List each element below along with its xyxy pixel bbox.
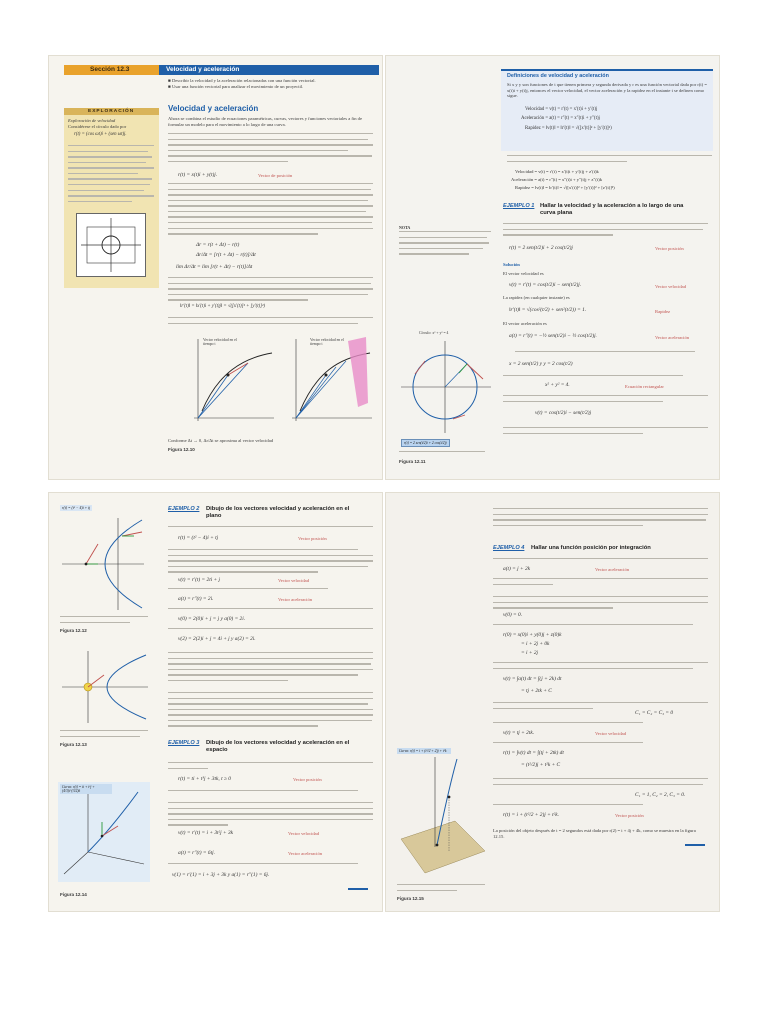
end-mark <box>348 888 368 890</box>
figure-caption-lines <box>399 451 485 457</box>
objective-bullet-2: ■ Usar una función vectorial para analizar el movimiento de un proyectil. <box>168 84 304 89</box>
ex3-acceleration-note: Vector aceleración <box>288 851 323 856</box>
fig2-caption: Figura 12.13 <box>60 742 87 747</box>
circle-figure <box>395 337 495 437</box>
example3-title: Dibujo de los vectores velocidad y aceleración en el espacio <box>206 740 350 753</box>
ex4-lines-4 <box>493 624 693 630</box>
ex4-r-integral-2: = (t²/2)j + t²k + C <box>521 762 561 768</box>
fig-label-left: Vector velocidad en el tiempo t <box>203 338 237 347</box>
fig-r-label: r(t) = 2 sen(t/2)i + 2 cos(t/2)j <box>401 439 450 447</box>
ex4-lines-10 <box>493 804 643 810</box>
ex3-equation: r(t) = ti + t³j + 3tk, t ≥ 0 <box>178 776 231 782</box>
space-speed: Rapidez = ‖v(t)‖ = ‖r′(t)‖ = √([x′(t)]² + [y′(t)]² + [z′(t)]²) <box>515 185 615 190</box>
ex4-r-integral: r(t) = ∫v(t) dt = ∫(tj + 2tk) dt <box>503 750 564 756</box>
ex4-vt-note: Vector velocidad <box>595 731 626 736</box>
ex4-accel: a(t) = j + 2k <box>503 566 531 572</box>
velocity-note: Vector velocidad <box>655 284 686 289</box>
ex4-constants: C₁ = C₂ = C₃ = 0 <box>635 710 674 716</box>
rect-note: Ecuación rectangular <box>625 384 664 389</box>
space-curve-figure <box>58 782 150 882</box>
p4-intro-lines <box>493 508 708 530</box>
ex2-acceleration-note: Vector aceleración <box>278 597 313 602</box>
ex2-lines-6 <box>168 652 373 685</box>
ex2-lines-3 <box>168 588 328 594</box>
exploration-equation: r(t) = (cos ωt)i + (sen ωt)j. <box>74 132 127 137</box>
example1-title: Hallar la velocidad y la aceleración a lo largo de una curva plana <box>540 203 684 216</box>
ex2-lines-2 <box>168 549 373 577</box>
exploration-intro: Considérese el círculo dado por <box>68 124 127 129</box>
speed-note: Rapidez <box>655 309 671 314</box>
rect-intro-lines <box>503 375 683 381</box>
param-intro-lines <box>515 351 695 357</box>
ex4-final: r(t) = i + (t²/2 + 2)j + t²k. <box>503 812 559 818</box>
acc-equation: a(t) = r″(t) = −½ sen(t/2)i − ½ cos(t/2)j. <box>509 333 597 339</box>
rect-equation: x² + y² = 4. <box>545 382 570 388</box>
acc-note: Vector aceleración <box>655 335 690 340</box>
bullet-text-2: Usar una función vectorial para analizar el movimiento de un proyectil. <box>171 84 304 89</box>
definition-title: Definiciones de velocidad y aceleración <box>507 73 609 79</box>
ex4-lines-5 <box>493 662 708 673</box>
ex4-constants-2: C₁ = 1, C₂ = 2, C₃ = 0. <box>635 792 686 798</box>
exploration-figure <box>76 213 146 277</box>
ex2-t2: v(2) = 2(2)i + j = 4i + j y a(2) = 2i. <box>178 636 256 642</box>
fig1-caption: Figura 12.12 <box>60 628 87 633</box>
ex4-final-note: Vector posición <box>615 813 644 818</box>
figure-caption: Figura 12.10 <box>168 447 195 452</box>
ex4-v0: v(0) = 0. <box>503 612 523 618</box>
fig-label-right: Vector velocidad en el tiempo t <box>310 338 344 347</box>
position-note: Vector de posición <box>258 173 293 178</box>
exploration-body-lines <box>68 145 154 206</box>
section-heading: Velocidad y aceleración <box>168 104 259 113</box>
solucion-label: Solución <box>503 262 520 267</box>
ex2-intro-lines <box>168 526 373 532</box>
objective-bullet-1: ■ Describir la velocidad y la aceleración relacionadas con una función vectorial. <box>168 78 316 83</box>
position-equation: r(t) = x(t)i + y(t)j. <box>178 172 218 178</box>
ex4-integral-2: = tj + 2tk + C <box>521 688 552 694</box>
space-acceleration: Aceleración = a(t) = r″(t) = x″(t)i + y″(t)j + z″(t)k <box>511 177 603 182</box>
final-velocity: v(t) = cos(t/2)i − sen(t/2)j <box>535 410 592 416</box>
closing-lines <box>503 427 708 438</box>
ex3-eq-note: Vector posición <box>293 777 322 782</box>
ex3-acceleration: a(t) = r″(t) = 6tj. <box>178 850 215 856</box>
eq-delta-lim: lim Δr/Δt = lim [r(t + Δt) − r(t)]/Δt <box>176 264 253 270</box>
fig-circle-label: Círculo: x² + y² = 4 <box>419 331 449 335</box>
intro-text: Ahora se combina el estudio de ecuaciones paramétricas, curvas, vectores y funciones vectoriales a fin de formular un modelo para el movimiento a lo largo de una curva. <box>168 116 363 127</box>
ex3-lines-3 <box>168 802 373 830</box>
section-label: Sección 12.3 <box>90 66 130 73</box>
example1-text-lines <box>503 223 708 240</box>
example1-eq-note: Vector posición <box>655 246 684 251</box>
page-ejemplo-4 <box>385 492 720 912</box>
eq-delta-r: Δr = r(t + Δt) − r(t) <box>196 242 240 248</box>
nota-label: NOTA <box>399 225 411 230</box>
ex4-lines-6 <box>493 702 708 713</box>
nota-lines <box>399 231 491 259</box>
circle-text-lines <box>503 395 708 406</box>
page-ejemplos-2-3 <box>48 492 383 912</box>
page-12-3-velocidad <box>48 55 383 480</box>
ex3-lines-2 <box>168 790 373 796</box>
ex4-r0: r(0) = x(0)i + y(0)j + z(0)k <box>503 632 562 638</box>
rocket-path-figure <box>58 647 150 725</box>
exploration-title: Exploración de velocidad <box>68 118 116 123</box>
acc-label: El vector aceleración es <box>503 321 547 326</box>
figure-caption-12-15: Figura 12.15 <box>397 896 424 901</box>
ex3-t1: v(1) = r′(1) = i + 3j + 3k y a(1) = r″(1) = 6j. <box>172 872 270 878</box>
exploration-tag: EXPLORACIÓN <box>88 109 135 114</box>
figure-caption-12-11: Figura 12.11 <box>399 459 426 464</box>
bullet-text-1: Describir la velocidad y la aceleración relacionadas con una función vectorial. <box>171 78 316 83</box>
fig-curve-label: Curva: r(t) = i + (t²/2 + 2)j + t²k <box>397 748 451 754</box>
ex4-integral: v(t) = ∫a(t) dt = ∫(j + 2k) dt <box>503 676 562 682</box>
def-speed: Rapidez = ‖v(t)‖ = ‖r′(t)‖ = √([x′(t)]² + [y′(t)]²) <box>525 126 612 131</box>
ex2-eq-note: Vector posición <box>298 536 327 541</box>
integration-curve-figure <box>395 747 487 877</box>
def-velocity: Velocidad = v(t) = r′(t) = x′(t)i + y′(t)j <box>525 107 598 112</box>
velocity-label: El vector velocidad es <box>503 271 544 276</box>
ex4-lines-3 <box>493 596 708 613</box>
fig2-caption-lines <box>60 730 148 741</box>
ex3-velocity-note: Vector velocidad <box>288 831 319 836</box>
header-title: Velocidad y aceleración <box>166 66 240 73</box>
speed-equation: ‖r′(t)‖ = √(cos²(t/2) + sen²(t/2)) = 1. <box>509 307 587 313</box>
fig1-label: r(t) = (t² − 4)i + tj <box>62 506 91 510</box>
definition-intro: Si x y y son funciones de t que tienen primera y segunda derivada y r es una función vectorial dada por r(t) = x(t)i + y(t)j, entonces el vector velocidad, el vector aceleración y la rapidez en el instante t se definen como sigue. <box>507 82 707 99</box>
ex2-equation: r(t) = (t² − 4)i + tj <box>178 535 219 541</box>
def-acceleration: Aceleración = a(t) = r″(t) = x″(t)i + y″(t)j <box>521 116 600 121</box>
figure-caption-text: Conforme Δt → 0, Δr/Δt se aproxima al vector velocidad <box>168 438 274 443</box>
ex4-lines-9 <box>493 778 708 789</box>
ex2-velocity-note: Vector velocidad <box>278 578 309 583</box>
param-equations: x = 2 sen(t/2) y y = 2 cos(t/2) <box>509 361 573 367</box>
example1-equation: r(t) = 2 sen(t/2)i + 2 cos(t/2)j <box>509 245 573 251</box>
fig3-caption: Figura 12.14 <box>60 892 87 897</box>
fig1-caption-lines <box>60 616 148 627</box>
ex3-lines-4 <box>168 863 373 869</box>
ex4-lines-8 <box>493 742 643 748</box>
fig3-label: Curva: r(t) = ti + t²j + (4/3)t^(3/2)k <box>60 784 112 794</box>
ex4-last-line: La posición del objeto después de t = 2 segundos está dada por r(2) = i + 4j + 4k, como se muestra en la figura 12.15. <box>493 828 696 839</box>
end-mark-4 <box>685 844 705 846</box>
ex4-lines-7 <box>493 722 643 728</box>
example4-label: EJEMPLO 4 <box>493 545 525 551</box>
eq-speed-norm: ‖r′(t)‖ = ‖x′(t)i + y′(t)j‖ = √([x′(t)]² + [y′(t)]²) <box>180 304 266 309</box>
body-lines-2 <box>168 183 373 239</box>
ex2-t0: v(0) = 2(0)i + j = j y a(0) = 2i. <box>178 616 246 622</box>
eq-delta-frac: Δr/Δt = [r(t + Δt) − r(t)]/Δt <box>196 252 256 258</box>
velocity-equation: v(t) = r′(t) = cos(t/2)i − sen(t/2)j. <box>509 282 582 288</box>
ex4-accel-note: Vector aceleración <box>595 567 630 572</box>
body-lines-4 <box>168 317 373 328</box>
intro-text-lines <box>168 133 373 166</box>
ex4-intro-lines <box>493 558 708 564</box>
ex2-velocity: v(t) = r′(t) = 2ti + j <box>178 577 221 583</box>
fig15-caption-lines <box>397 884 485 895</box>
ex4-r0-3: = i + 2j <box>521 650 539 656</box>
ex4-r0-2: = i + 2j + 0k <box>521 641 550 647</box>
ex2-lines-7 <box>168 692 373 731</box>
ex4-vt: v(t) = tj + 2tk. <box>503 730 535 736</box>
speed-label: La rapidez (en cualquier instante) es <box>503 295 570 300</box>
ex4-lines-2 <box>493 578 708 589</box>
ex3-intro-lines <box>168 762 373 773</box>
ex2-lines-4 <box>168 608 373 614</box>
ex2-acceleration: a(t) = r″(t) = 2i. <box>178 596 214 602</box>
space-intro-lines <box>507 155 712 166</box>
example4-title: Hallar una función posición por integración <box>531 545 651 551</box>
example2-label: EJEMPLO 2 <box>168 506 200 512</box>
ex2-lines-5 <box>168 628 373 634</box>
page-definitions <box>385 55 720 480</box>
body-lines-3 <box>168 277 373 305</box>
example3-label: EJEMPLO 3 <box>168 740 200 746</box>
parabola-figure <box>58 514 148 614</box>
ex3-velocity: v(t) = r′(t) = i + 3t²j + 3k <box>178 830 234 836</box>
space-velocity: Velocidad = v(t) = r′(t) = x′(t)i + y′(t)j + z′(t)k <box>515 169 599 174</box>
example2-title: Dibujo de los vectores velocidad y aceleración en el plano <box>206 506 350 519</box>
example1-label: EJEMPLO 1 <box>503 203 535 209</box>
